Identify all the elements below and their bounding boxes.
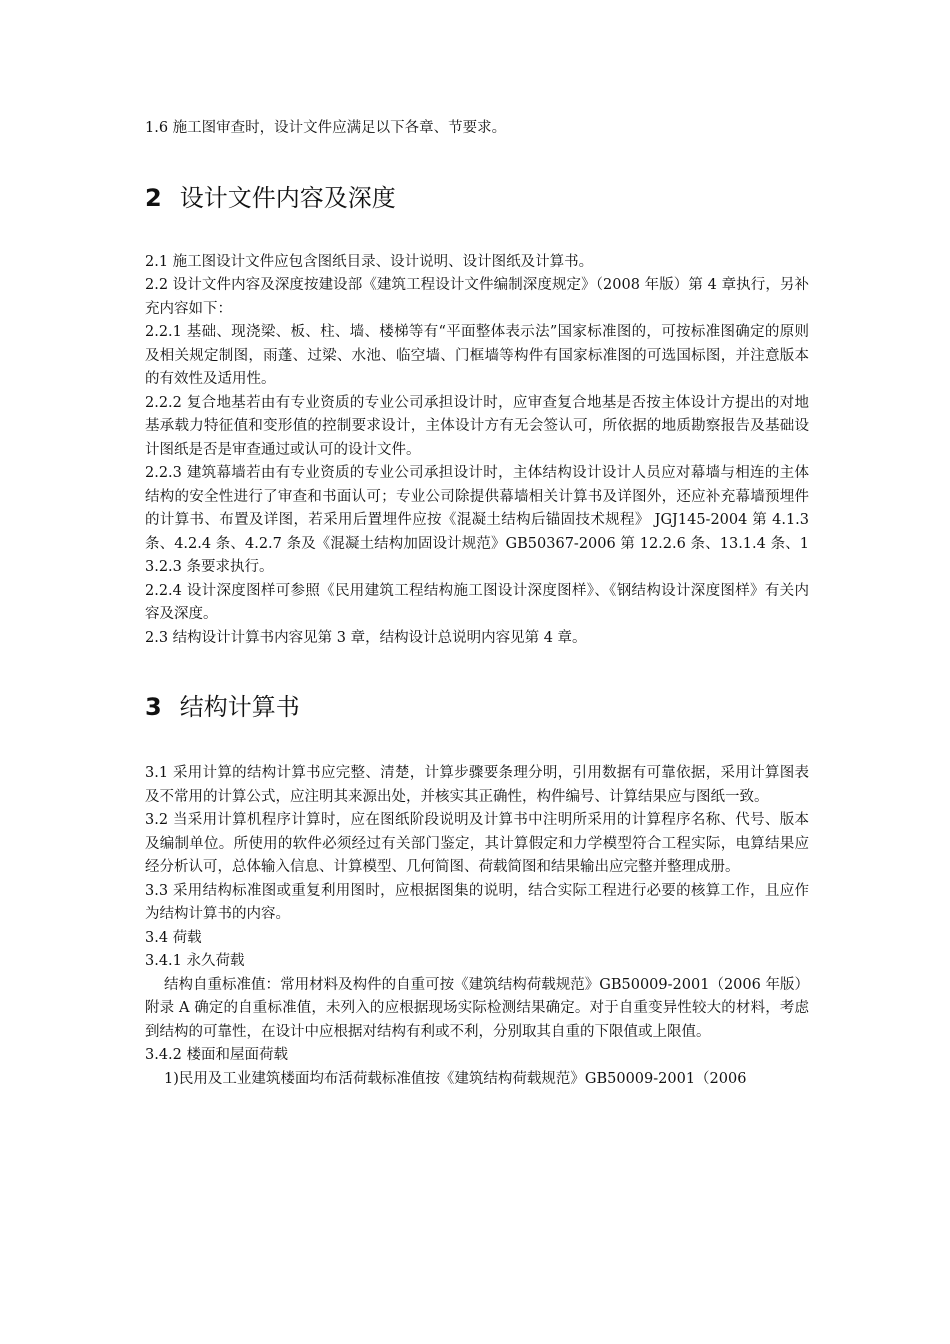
paragraph-2-2-2: 2.2.2 复合地基若由有专业资质的专业公司承担设计时，应审查复合地基是否按主体设计方提出的对地基承载力特征值和变形值的控制要求设计，主体设计方有无会签认可，所依据的地质勘察报告及基础设计图纸是否是审查通过或认可的设计文件。 xyxy=(145,394,809,458)
spacer xyxy=(145,141,809,183)
paragraph-2-2: 2.2 设计文件内容及深度按建设部《建筑工程设计文件编制深度规定》（2008 年版）第 4 章执行，另补充内容如下： xyxy=(145,277,809,317)
paragraph-2-1: 2.1 施工图设计文件应包含图纸目录、设计说明、设计图纸及计算书。 xyxy=(145,253,594,270)
spacer xyxy=(145,722,809,762)
section-3-title: 结构计算书 xyxy=(179,693,300,721)
paragraph-2-2-3: 2.2.3 建筑幕墙若由有专业资质的专业公司承担设计时，主体结构设计设计人员应对幕墙与相连的主体结构的安全性进行了审查和书面认可；专业公司除提供幕墙相关计算书及详图外，还应补充幕墙预埋件的计算书、布置及详图，若采用后置埋件应按《混凝土结构后锚固技术规程》 JGJ145-2004 第 4.1.3 条、4.2.4 条、4.2.7 条及《混凝土结构加固设计规范》GB50367-2006 第 12.2.6 条、13.1.4 条、13.2.3 条要求执行。 xyxy=(145,465,809,575)
paragraph-2-2-4: 2.2.4 设计深度图样可参照《民用建筑工程结构施工图设计深度图样》、《钢结构设计深度图样》有关内容及深度。 xyxy=(145,582,809,622)
spacer xyxy=(145,213,809,251)
paragraph-3-4: 3.4 荷载 xyxy=(145,929,202,946)
section-3-number: 3 xyxy=(145,693,162,721)
paragraph-3-4-1: 3.4.1 永久荷载 xyxy=(145,953,245,969)
paragraph-3-3: 3.3 采用结构标准图或重复利用图时，应根据图集的说明，结合实际工程进行必要的核算工作，且应作为结构计算书的内容。 xyxy=(145,882,809,922)
document-body xyxy=(145,117,809,1091)
paragraph-1-6: 1.6 施工图审查时，设计文件应满足以下各章、节要求。 xyxy=(145,120,507,136)
section-2-title: 设计文件内容及深度 xyxy=(179,183,396,212)
section-2-number: 2 xyxy=(145,183,162,212)
paragraph-3-4-2: 3.4.2 楼面和屋面荷载 xyxy=(145,1047,289,1063)
paragraph-3-4-2-item-1: 1)民用及工业建筑楼面均布活荷载标准值按《建筑结构荷载规范》GB50009-2001（2006 xyxy=(164,1070,747,1087)
paragraph-3-2: 3.2 当采用计算机程序计算时，应在图纸阶段说明及计算书中注明所采用的计算程序名称、代号、版本及编制单位。所使用的软件必须经过有关部门鉴定，其计算假定和力学模型符合工程实际，电算结果应经分析认可，总体输入信息、计算模型、几何简图、荷载简图和结果输出应完整并整理成册。 xyxy=(145,812,809,875)
section-2-heading xyxy=(145,183,809,213)
paragraph-3-4-1-body: 结构自重标准值：常用材料及构件的自重可按《建筑结构荷载规范》GB50009-2001（2006 年版）附录 A 确定的自重标准值，未列入的应根据现场实际检测结果确定。对于自重变异性较大的材料，考虑到结构的可靠性，在设计中应根据对结构有利或不利，分别取其自重的下限值或上限值。 xyxy=(145,976,809,1040)
paragraph-2-3: 2.3 结构设计计算书内容见第 3 章，结构设计总说明内容见第 4 章。 xyxy=(145,629,587,646)
spacer xyxy=(145,650,809,692)
paragraph-3-1: 3.1 采用计算的结构计算书应完整、清楚，计算步骤要条理分明，引用数据有可靠依据，采用计算图表及不常用的计算公式，应注明其来源出处，并核实其正确性，构件编号、计算结果应与图纸一致。 xyxy=(145,765,809,805)
paragraph-2-2-1: 2.2.1 基础、现浇梁、板、柱、墙、楼梯等有“平面整体表示法”国家标准图的，可按标准图确定的原则及相关规定制图，雨蓬、过梁、水池、临空墙、门框墙等构件有国家标准图的可选国标图，并注意版本的有效性及适用性。 xyxy=(145,324,809,387)
section-3-heading xyxy=(145,692,809,722)
